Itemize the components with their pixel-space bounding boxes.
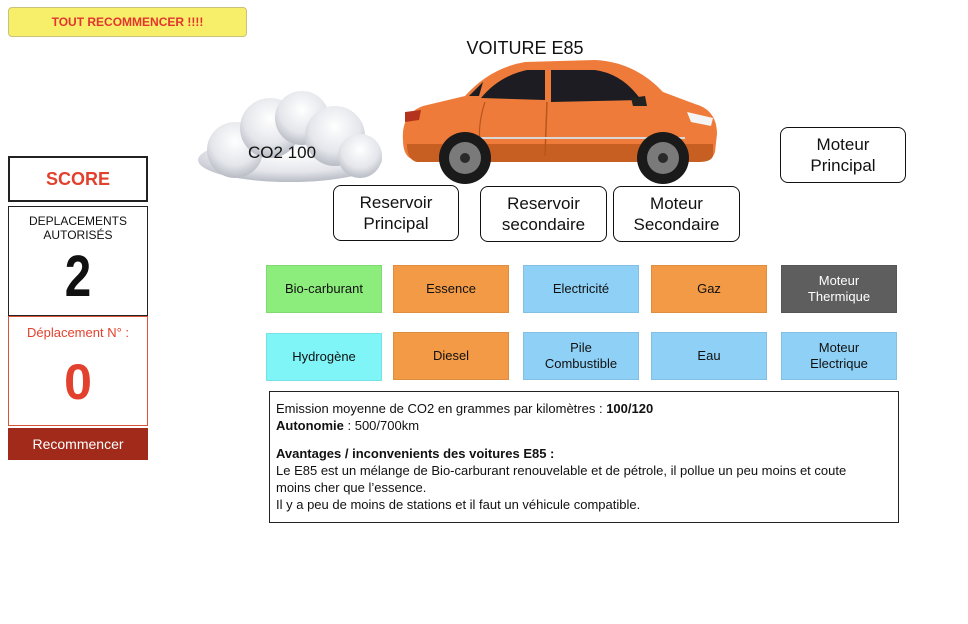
tile-label: Bio-carburant <box>284 281 364 296</box>
car-icon <box>395 52 725 187</box>
info-line-3: Il y a peu de moins de stations et il faut un véhicule compatible. <box>276 497 641 512</box>
second-engine-slot[interactable] <box>613 186 740 242</box>
co2-cloud-icon <box>190 88 390 188</box>
reset-all-label: TOUT RECOMMENCER !!!! <box>51 15 204 29</box>
tile-bio-carburant[interactable] <box>266 265 382 313</box>
tile-eau[interactable] <box>651 332 767 380</box>
moves-allowed-label: DEPLACEMENTS AUTORISÉS <box>28 214 128 242</box>
autonomy-value: : 500/700km <box>343 418 420 433</box>
co2-label: CO2 100 <box>248 143 317 162</box>
info-line-1: Le E85 est un mélange de Bio-carburant renouvelable et de pétrole, il pollue un peu moins et coute <box>276 463 847 478</box>
main-tank-label: Reservoir Principal <box>359 193 433 233</box>
move-number-value: 0 <box>64 354 92 410</box>
autonomy-label: Autonomie <box>276 418 344 433</box>
tile-label: Eau <box>697 348 721 363</box>
tile-label: Gaz <box>697 281 721 296</box>
move-number-label: Déplacement N° : <box>26 325 130 340</box>
restart-button[interactable] <box>8 428 148 460</box>
tile-diesel[interactable] <box>393 332 509 380</box>
tile-label: Essence <box>426 281 476 296</box>
emission-label: Emission moyenne de CO2 en grammes par kilomètres : <box>276 401 607 416</box>
tile-electricite[interactable] <box>523 265 639 313</box>
emission-value: 100/120 <box>606 401 654 416</box>
tile-label: Moteur Thermique <box>807 273 871 304</box>
main-engine-slot[interactable] <box>780 127 906 183</box>
car-title: VOITURE E85 <box>466 38 584 58</box>
moves-allowed-value: 2 <box>64 244 92 309</box>
pros-cons-title: Avantages / inconvenients des voitures E85 : <box>276 446 555 461</box>
second-tank-label: Reservoir secondaire <box>501 194 586 234</box>
tile-essence[interactable] <box>393 265 509 313</box>
tile-moteur-electrique[interactable] <box>781 332 897 380</box>
tile-label: Diesel <box>432 348 470 363</box>
move-number-panel <box>8 316 148 426</box>
tile-hydrogene[interactable] <box>266 333 382 381</box>
second-engine-label: Moteur Secondaire <box>633 194 720 234</box>
main-engine-label: Moteur Principal <box>810 135 876 175</box>
main-tank-slot[interactable] <box>333 185 459 241</box>
tile-label: Electricité <box>552 281 610 296</box>
tile-moteur-thermique[interactable] <box>781 265 897 313</box>
second-tank-slot[interactable] <box>480 186 607 242</box>
reset-all-button[interactable] <box>8 7 247 37</box>
tile-pile-combustible[interactable] <box>523 332 639 380</box>
moves-allowed-panel <box>8 206 148 316</box>
score-header <box>8 156 148 202</box>
score-title: SCORE <box>45 168 110 189</box>
tile-label: Hydrogène <box>292 349 356 364</box>
restart-label: Recommencer <box>32 436 124 452</box>
tile-gaz[interactable] <box>651 265 767 313</box>
autonomy-line <box>276 417 892 434</box>
info-line-2: moins cher que l’essence. <box>276 480 427 495</box>
tile-label: Pile Combustible <box>544 340 618 371</box>
emission-line <box>276 400 892 417</box>
tile-label: Moteur Electrique <box>810 340 868 371</box>
info-panel <box>269 391 899 523</box>
